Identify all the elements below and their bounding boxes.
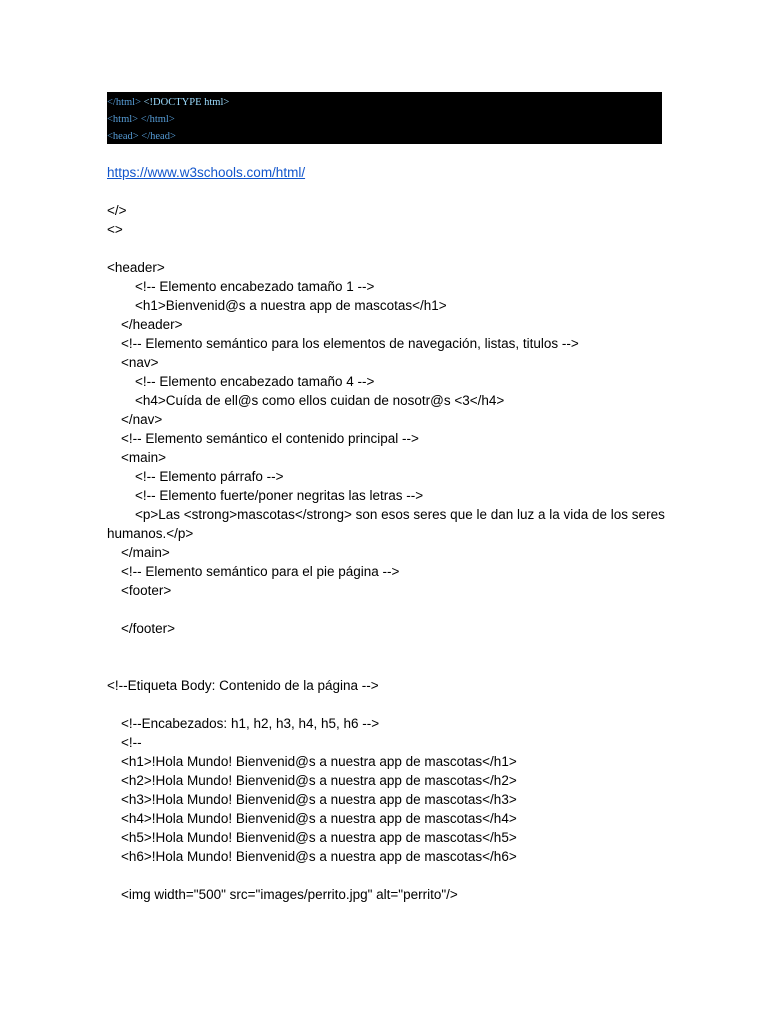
- code-token: </html>: [138, 114, 175, 125]
- text-line: <h1>Bienvenid@s a nuestra app de mascotas</h1>: [135, 298, 447, 313]
- text-line: humanos.</p>: [107, 526, 194, 541]
- text-line: <!-- Elemento semántico el contenido principal -->: [121, 431, 419, 446]
- text-line: <>: [107, 222, 123, 237]
- text-line: </>: [107, 203, 127, 218]
- text-line: <!-- Elemento semántico para el pie página -->: [121, 564, 400, 579]
- text-line: <!--Encabezados: h1, h2, h3, h4, h5, h6 -->: [121, 716, 380, 731]
- text-line: <h5>!Hola Mundo! Bienvenid@s a nuestra app de mascotas</h5>: [121, 830, 517, 845]
- text-line: <!--: [121, 735, 142, 750]
- text-line: <!-- Elemento encabezado tamaño 1 -->: [135, 279, 375, 294]
- text-line: <!--Etiqueta Body: Contenido de la página -->: [107, 678, 379, 693]
- text-line: <h3>!Hola Mundo! Bienvenid@s a nuestra app de mascotas</h3>: [121, 792, 517, 807]
- text-line: <!-- Elemento párrafo -->: [135, 469, 284, 484]
- text-line: <p>Las <strong>mascotas</strong> son esos seres que le dan luz a la vida de los seres: [135, 507, 665, 522]
- text-line: <!-- Elemento encabezado tamaño 4 -->: [135, 374, 375, 389]
- text-line: <h6>!Hola Mundo! Bienvenid@s a nuestra app de mascotas</h6>: [121, 849, 517, 864]
- code-token: <!DOCTYPE: [141, 97, 202, 108]
- text-line: <!-- Elemento fuerte/poner negritas las letras -->: [135, 488, 424, 503]
- code-line-3: [107, 128, 662, 145]
- text-line: <h4>!Hola Mundo! Bienvenid@s a nuestra app de mascotas</h4>: [121, 811, 517, 826]
- text-line: <h4>Cuída de ell@s como ellos cuidan de nosotr@s <3</h4>: [135, 393, 505, 408]
- text-line: <h1>!Hola Mundo! Bienvenid@s a nuestra app de mascotas</h1>: [121, 754, 517, 769]
- code-token: html>: [201, 97, 230, 108]
- text-line: <!-- Elemento semántico para los elementos de navegación, listas, titulos -->: [121, 336, 579, 351]
- w3schools-link[interactable]: https://www.w3schools.com/html/: [107, 165, 306, 180]
- code-token: </head>: [138, 131, 176, 142]
- text-line: </footer>: [121, 621, 176, 636]
- text-line: <h2>!Hola Mundo! Bienvenid@s a nuestra app de mascotas</h2>: [121, 773, 517, 788]
- text-line: <main>: [121, 450, 167, 465]
- code-line-1: [107, 94, 662, 111]
- code-token: </html>: [107, 97, 142, 108]
- text-line: </nav>: [121, 412, 163, 427]
- text-line: <img width="500" src="images/perrito.jpg" alt="perrito"/>: [121, 887, 458, 902]
- code-token: <html>: [107, 114, 139, 125]
- text-line: </main>: [121, 545, 170, 560]
- code-token: <head>: [107, 131, 139, 142]
- text-line: <footer>: [121, 583, 172, 598]
- text-line: <nav>: [121, 355, 159, 370]
- text-line: <header>: [107, 260, 165, 275]
- code-line-2: [107, 111, 662, 128]
- text-line: </header>: [121, 317, 183, 332]
- code-snippet-image: [107, 92, 662, 144]
